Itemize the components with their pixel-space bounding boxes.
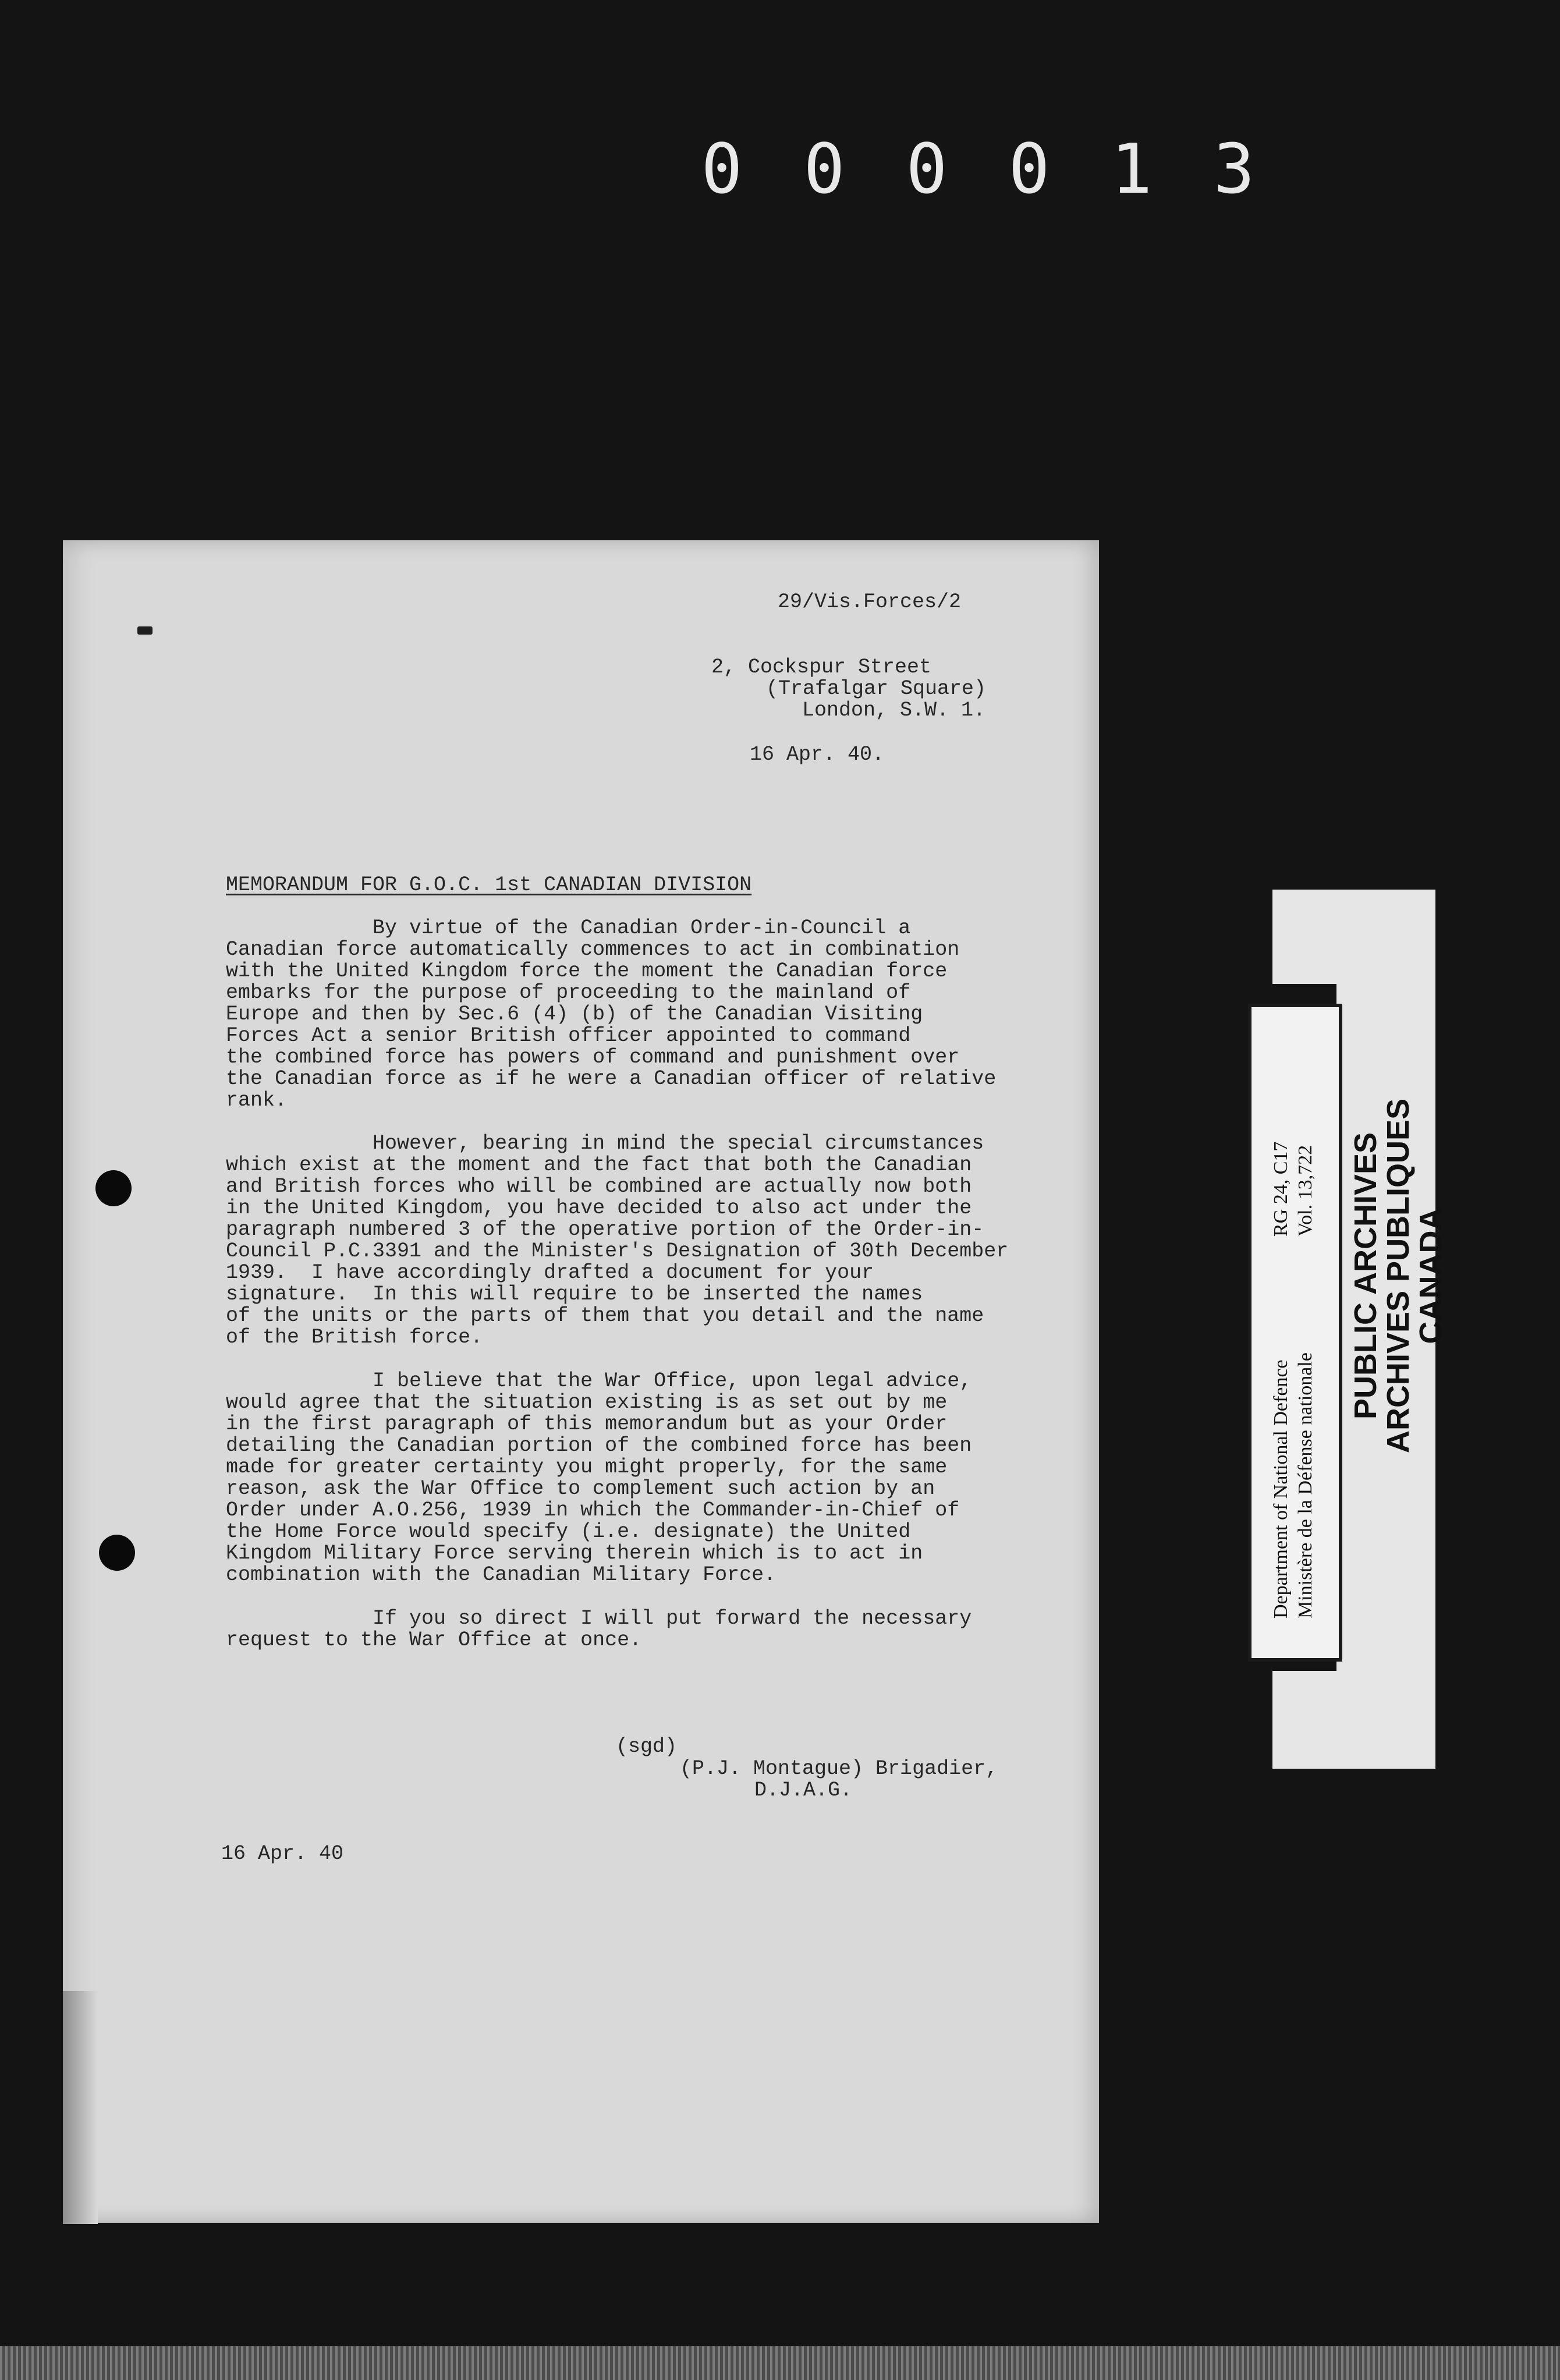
page-shadow	[63, 1991, 98, 2224]
frame-digit: 0	[906, 129, 948, 209]
punch-hole	[99, 1535, 135, 1571]
frame-digit: 0	[1008, 129, 1050, 209]
address-line: 2, Cockspur Street	[711, 656, 932, 679]
archives-fr: ARCHIVES PUBLIQUES	[1381, 1098, 1416, 1453]
archive-department	[1269, 1352, 1318, 1618]
signature-sgd: (sgd)	[616, 1735, 678, 1758]
ink-mark	[137, 626, 153, 635]
record-group: RG 24, C17	[1270, 1141, 1292, 1237]
memo-paragraph: However, bearing in mind the special circumstances which exist at the moment and the fact that both the Canadian and British forces who will be combined are actually now both in the United Kingdom, you have decided to also act under the paragraph numbered 3 of the operative portion of the Order-in- Council P.C.3391 and the Minister's Designation of 30th December 1939. I have accordingly drafted a document for your signature. In this will require to be inserted the names of the units or the parts of them that you detail and the name of the British force.	[226, 1132, 1009, 1349]
frame-digit: 0	[803, 129, 845, 209]
frame-digit: 0	[701, 129, 743, 209]
address-line: (Trafalgar Square)	[766, 677, 987, 700]
signatory-title: D.J.A.G.	[754, 1779, 853, 1802]
archives-country: CANADA	[1413, 1207, 1448, 1344]
archives-stamp	[1349, 1099, 1447, 1453]
memo-paragraph: If you so direct I will put forward the necessary request to the War Office at once.	[226, 1607, 972, 1652]
punch-hole	[95, 1170, 132, 1206]
frame-digit: 3	[1213, 129, 1255, 209]
memo-date-bottom: 16 Apr. 40	[221, 1842, 344, 1865]
film-edge	[0, 2346, 1560, 2380]
department-fr: Ministère de la Défense nationale	[1295, 1352, 1316, 1618]
address-line: London, S.W. 1.	[802, 699, 986, 722]
archives-en: PUBLIC ARCHIVES	[1348, 1132, 1383, 1419]
memo-date: 16 Apr. 40.	[750, 743, 885, 766]
department-en: Department of National Defence	[1270, 1359, 1292, 1618]
archive-reference	[1269, 1142, 1318, 1237]
memo-paragraph: By virtue of the Canadian Order-in-Council a Canadian force automatically commences to act in combination with the United Kingdom force the moment the Canadian force embarks for the purpose of proceeding to the mainland of Europe and then by Sec.6 (4) (b) of the Canadian Visiting Forces Act a senior British officer appointed to command the combined force has powers of command and punishment over the Canadian force as if he were a Canadian officer of relative rank.	[226, 916, 997, 1112]
frame-number	[687, 128, 1269, 210]
volume: Vol. 13,722	[1295, 1145, 1316, 1237]
signatory-name: (P.J. Montague) Brigadier,	[680, 1757, 998, 1780]
frame-digit: 1	[1111, 129, 1153, 209]
memo-paragraph: I believe that the War Office, upon legal advice, would agree that the situation existing is as set out by me in the first paragraph of this memorandum but as your Order detailing the Canadian portion of the combined force has been made for greater certainty you might properly, for the same reason, ask the War Office to complement such action by an Order under A.O.256, 1939 in which the Commander-in-Chief of the Home Force would specify (i.e. designate) the United Kingdom Military Force serving therein which is to act in combination with the Canadian Military Force.	[226, 1369, 972, 1586]
memo-title: MEMORANDUM FOR G.O.C. 1st CANADIAN DIVISION	[226, 873, 752, 897]
memo-reference: 29/Vis.Forces/2	[778, 590, 962, 614]
